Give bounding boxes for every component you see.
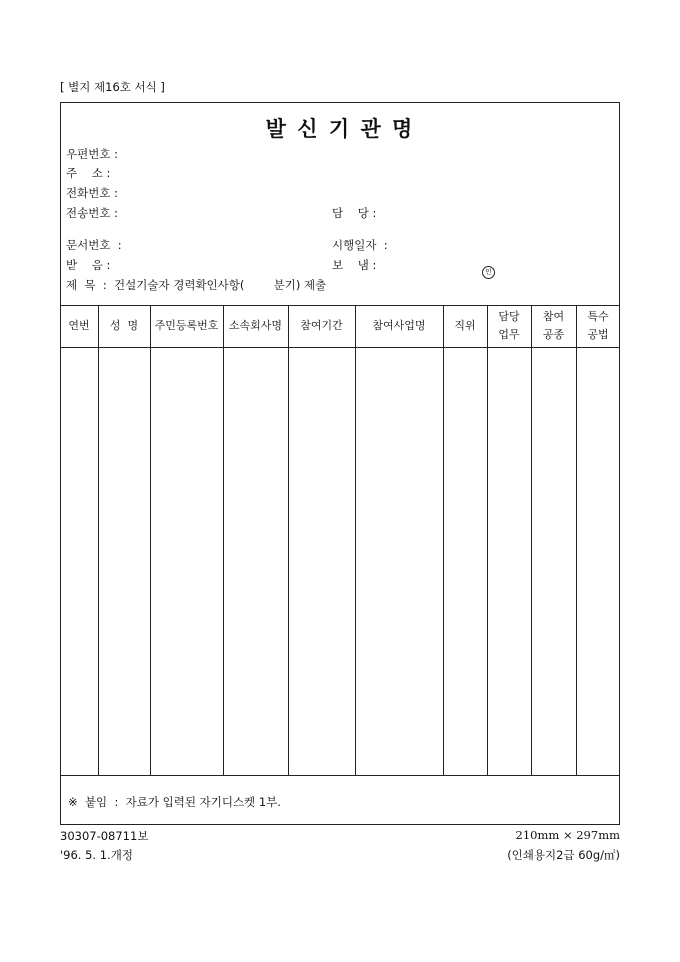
column-divider — [223, 305, 224, 775]
table-header-line — [60, 347, 620, 348]
subject-label: 제 목 : 건설기술자 경력확인사항( 분기) 제출 — [66, 278, 327, 292]
in-charge-label: 담 당 : — [332, 206, 377, 220]
revision-date: '96. 5. 1.개정 — [60, 848, 133, 862]
column-header: 참여기간 — [300, 319, 343, 332]
column-header: 주민등록번호 — [154, 319, 219, 332]
column-header: 참여사업명 — [372, 319, 426, 332]
fax-label: 전송번호 : — [66, 206, 118, 220]
phone-label: 전화번호 : — [66, 186, 118, 200]
seal-mark — [482, 259, 495, 279]
paper-size: 210mm × 297mm — [515, 828, 620, 842]
column-divider — [487, 305, 488, 775]
column-header: 연번 — [68, 319, 90, 332]
effective-date-label: 시행일자 : — [332, 238, 388, 252]
column-header: 참여 공종 — [542, 310, 565, 341]
column-divider — [443, 305, 444, 775]
form-code: 30307-08711보 — [60, 829, 149, 843]
address-label: 주 소 : — [66, 166, 111, 180]
column-divider — [98, 305, 99, 775]
column-divider — [576, 305, 577, 775]
attachment-note: ※ 붙임 : 자료가 입력된 자기디스켓 1부. — [68, 795, 281, 809]
column-divider — [531, 305, 532, 775]
form-label: [ 별지 제16호 서식 ] — [60, 80, 165, 94]
table-bottom-line — [60, 775, 620, 776]
column-divider — [355, 305, 356, 775]
column-header: 특수 공법 — [587, 310, 609, 341]
column-header: 담당 업무 — [498, 310, 520, 341]
column-header: 직위 — [454, 319, 476, 332]
postal-code-label: 우편번호 : — [66, 147, 118, 161]
page-title: 발 신 기 관 명 — [265, 116, 415, 141]
doc-number-label: 문서번호 : — [66, 238, 122, 252]
column-divider — [288, 305, 289, 775]
seal-icon: 인 — [482, 266, 495, 279]
paper-spec: (인쇄용지2급 60g/㎡) — [507, 848, 620, 862]
sender-label: 보 냄 : — [332, 258, 377, 272]
column-header: 소속회사명 — [228, 319, 283, 332]
recipient-label: 받 음 : — [66, 258, 111, 272]
column-divider — [150, 305, 151, 775]
column-header: 성 명 — [109, 319, 139, 332]
